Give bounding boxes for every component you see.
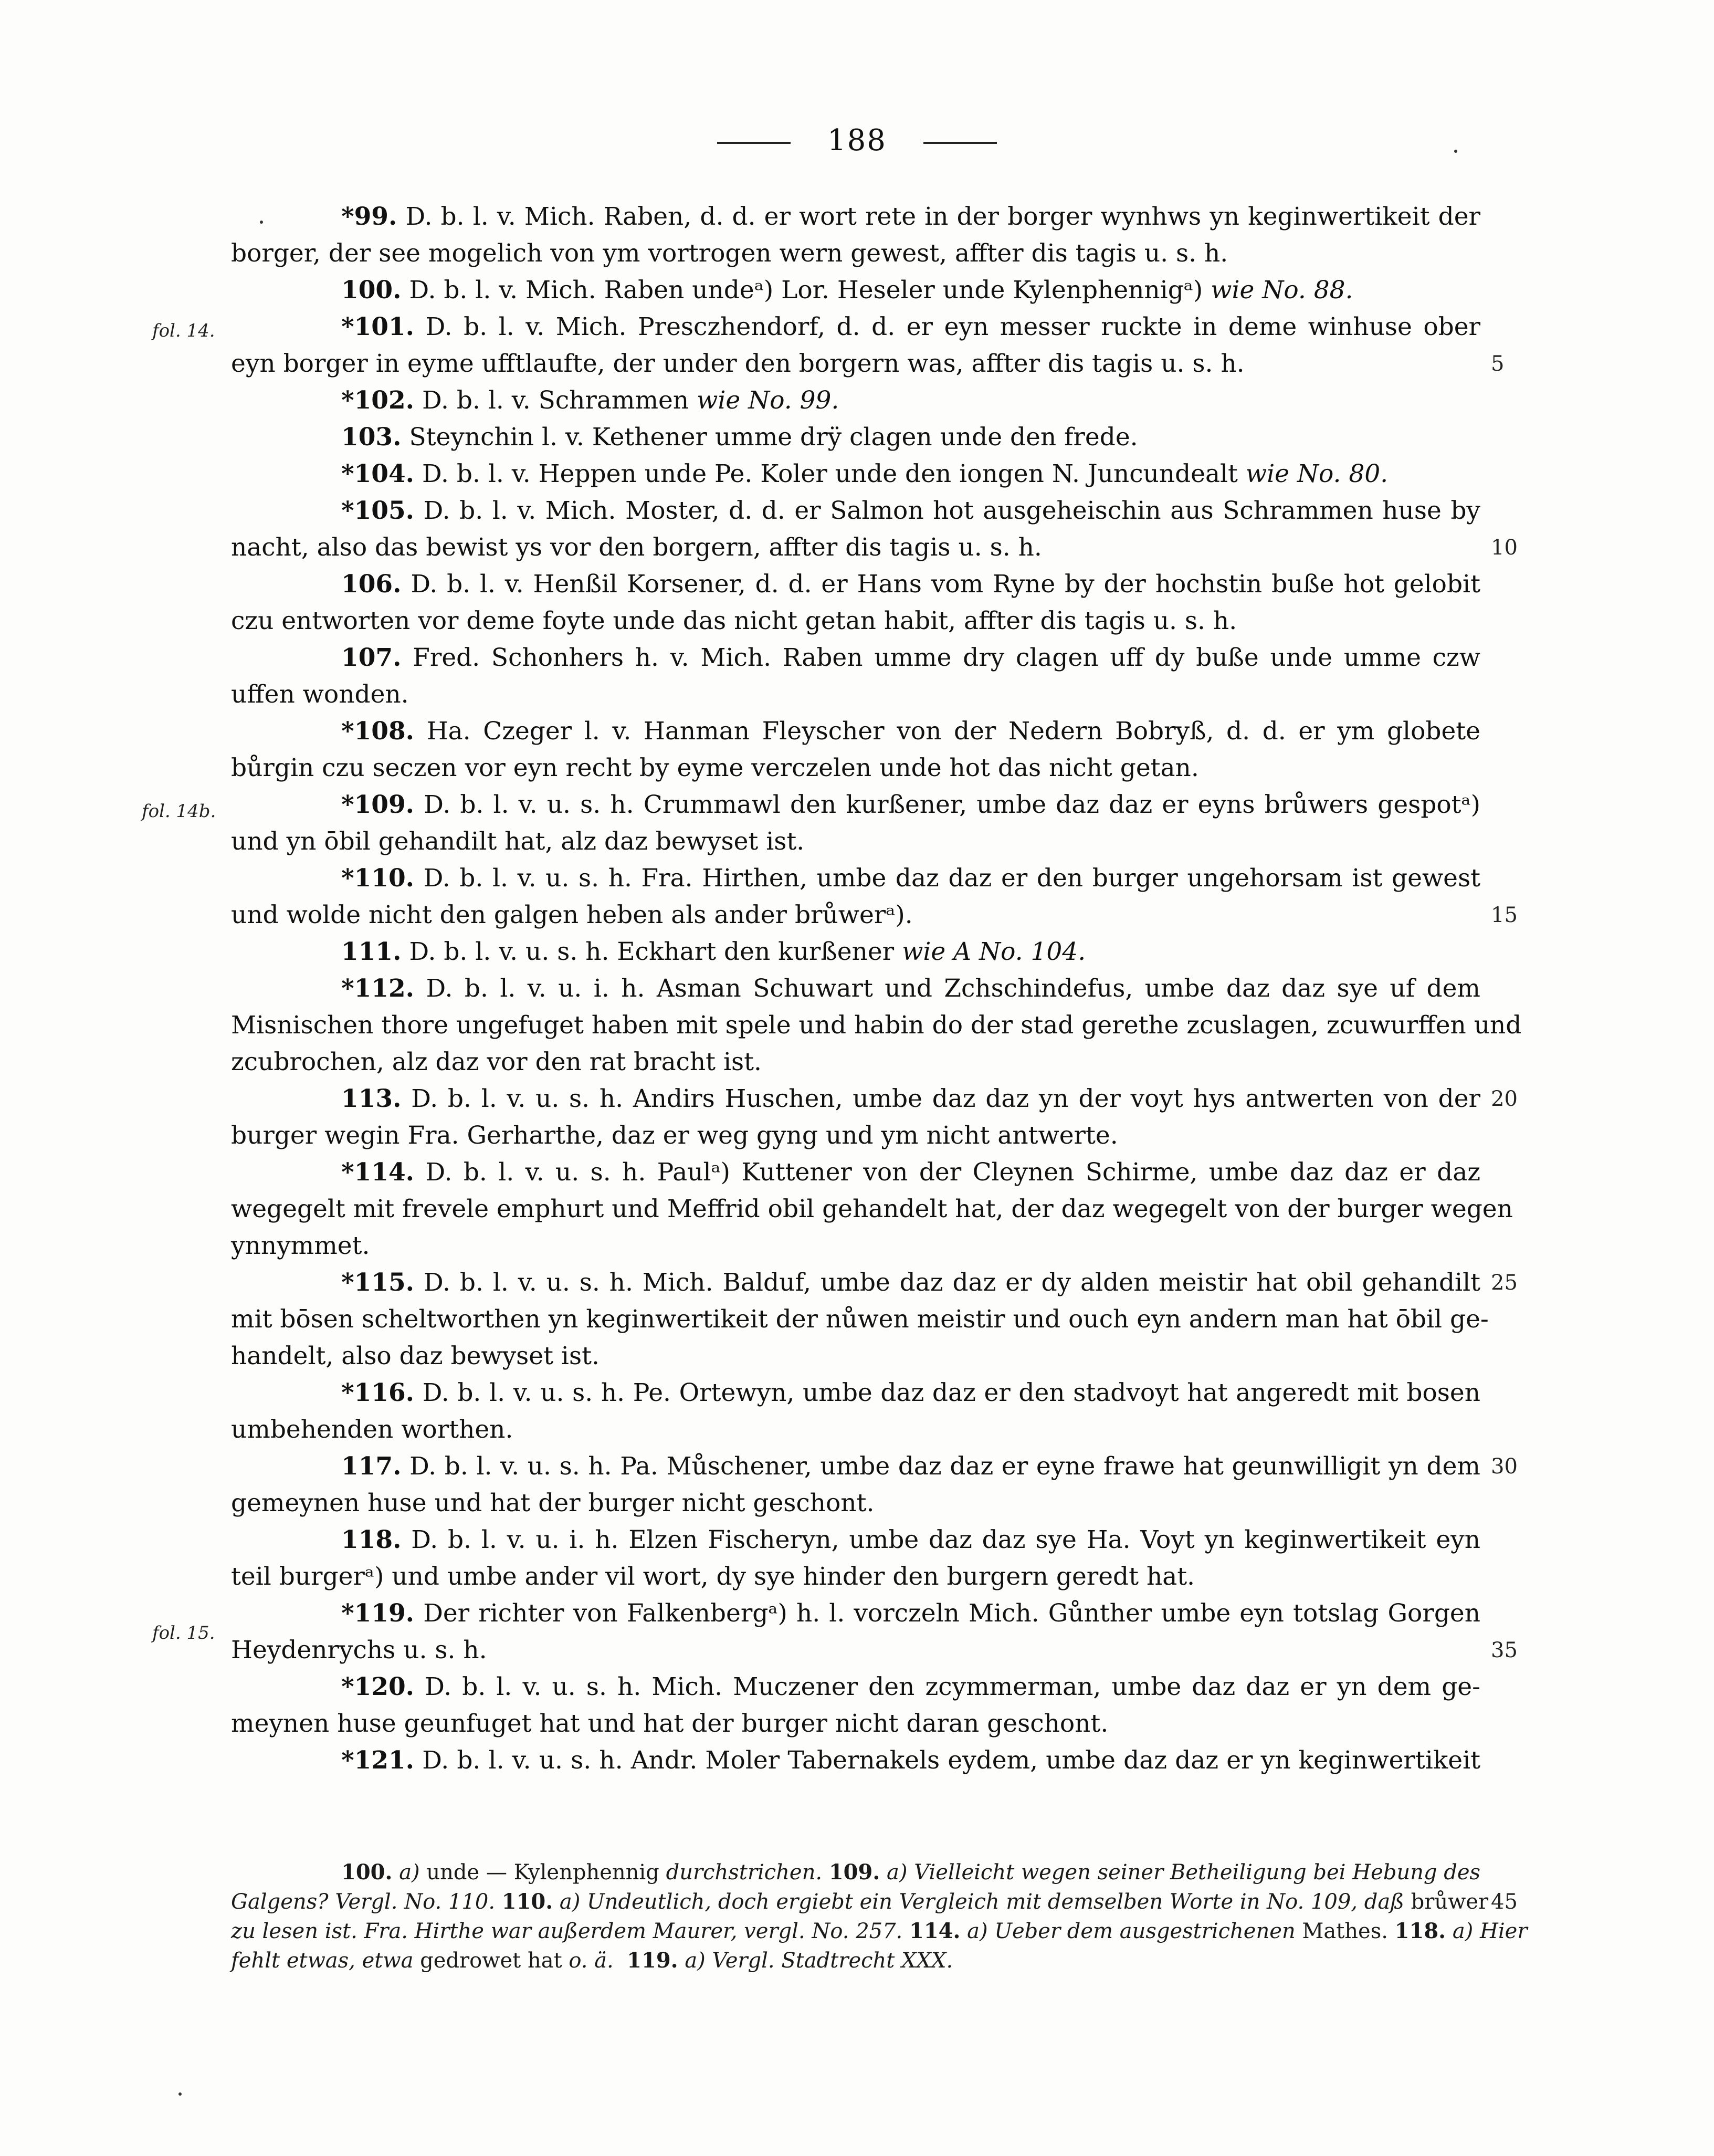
entry-line: 118. D. b. l. v. u. i. h. Elzen Fischeryn, umbe daz daz sye Ha. Voyt yn keginwertikeit eyn: [341, 1525, 1480, 1554]
entry-line: *102. D. b. l. v. Schrammen wie No. 99.: [341, 386, 839, 415]
entry-line: teil burgerᵃ) und umbe ander vil wort, dy sye hinder den burgern geredt hat.: [231, 1562, 1195, 1591]
footnotes: [231, 1858, 1528, 1975]
header-rule-right: [923, 142, 997, 144]
entry-line: 117. D. b. l. v. u. s. h. Pa. Můschener, umbe daz daz er eyne frawe hat geunwilligit yn dem 30: [231, 1448, 1480, 1485]
entry-line: *104. D. b. l. v. Heppen unde Pe. Koler unde den iongen N. Juncundealt wie No. 80.: [341, 459, 1389, 488]
line-number: 30: [1491, 1454, 1518, 1479]
entry-line: *115. D. b. l. v. u. s. h. Mich. Balduf, umbe daz daz er dy alden meistir hat obil gehandilt 25: [231, 1264, 1480, 1301]
margin-note-fol-14: fol. 14.: [152, 320, 215, 341]
entry-line: czu entworten vor deme foyte unde das nicht getan habit, affter dis tagis u. s. h.: [231, 606, 1237, 635]
line-number: 20: [1491, 1087, 1518, 1111]
speck: [260, 221, 263, 224]
entry-line: *120. D. b. l. v. u. s. h. Mich. Muczener den zcymmerman, umbe daz daz er yn dem ge-: [341, 1672, 1480, 1701]
margin-note-fol-14b: fol. 14b.: [142, 801, 216, 822]
line-number: 25: [1491, 1271, 1518, 1295]
entry-line: *121. D. b. l. v. u. s. h. Andr. Moler Tabernakels eydem, umbe daz daz er yn keginwertikeit: [341, 1746, 1480, 1775]
entry-line: *99. D. b. l. v. Mich. Raben, d. d. er wort rete in der borger wynhws yn keginwertikeit der: [341, 202, 1480, 231]
entry-line: *109. D. b. l. v. u. s. h. Crummawl den kurßener, umbe daz daz er eyns brůwers gespotᵃ): [341, 790, 1480, 819]
line-number: 15: [1491, 903, 1518, 927]
entry-line: meynen huse geunfuget hat und hat der burger nicht daran geschont.: [231, 1709, 1109, 1738]
entry-line: bůrgin czu seczen vor eyn recht by eyme verczelen unde hot das nicht getan.: [231, 753, 1199, 782]
entry-line: 106. D. b. l. v. Henßil Korsener, d. d. er Hans vom Ryne by der hochstin buße hot gelobit: [341, 570, 1480, 599]
footnote-line: 100. a) unde — Kylenphennig durchstrichen. 109. a) Vielleicht wegen seiner Betheiligung bei Hebung des: [341, 1860, 1481, 1885]
line-number: 5: [1491, 352, 1505, 376]
line-number: 35: [1491, 1638, 1518, 1662]
entry-line: 113. D. b. l. v. u. s. h. Andirs Huschen, umbe daz daz yn der voyt hys antwerten von der 20: [231, 1081, 1480, 1117]
entry-line: gemeynen huse und hat der burger nicht geschont.: [231, 1489, 875, 1517]
entry-line: *105. D. b. l. v. Mich. Moster, d. d. er Salmon hot ausgeheischin aus Schrammen huse by: [341, 496, 1480, 525]
entry-line: *114. D. b. l. v. u. s. h. Paulᵃ) Kuttener von der Cleynen Schirme, umbe daz daz er daz: [341, 1158, 1480, 1187]
header-rule-left: [717, 142, 791, 144]
speck: [178, 2092, 182, 2096]
entry-line: zcubrochen, alz daz vor den rat bracht ist.: [231, 1048, 762, 1076]
entry-line: umbehenden worthen.: [231, 1415, 513, 1444]
entry-line: *108. Ha. Czeger l. v. Hanman Fleyscher von der Nedern Bobryß, d. d. er ym globete: [341, 717, 1480, 746]
footnote-line: Galgens? Vergl. No. 110. 110. a) Undeutlich, doch ergiebt ein Vergleich mit demselben Worte in No. 109, daß brůwer 45: [231, 1887, 1480, 1917]
entry-line: *112. D. b. l. v. u. i. h. Asman Schuwart und Zchschindefus, umbe daz daz sye uf dem: [341, 974, 1480, 1003]
entry-line: 100. D. b. l. v. Mich. Raben undeᵃ) Lor. Heseler unde Kylenphennigᵃ) wie No. 88.: [341, 276, 1353, 305]
entry-line: Misnischen thore ungefuget haben mit spele und habin do der stad gerethe zcuslagen, zcuwurffen und: [231, 1011, 1522, 1040]
entry-line: eyn borger in eyme ufftlaufte, der under den borgern was, affter dis tagis u. s. h. 5: [231, 346, 1480, 382]
line-number: 45: [1491, 1890, 1518, 1914]
line-number: 10: [1491, 536, 1518, 560]
entry-line: und yn ōbil gehandilt hat, alz daz bewyset ist.: [231, 827, 805, 856]
entry-line: 107. Fred. Schonhers h. v. Mich. Raben umme dry clagen uff dy buße unde umme czw: [341, 643, 1480, 672]
speck: [1454, 150, 1457, 153]
entry-line: *116. D. b. l. v. u. s. h. Pe. Ortewyn, umbe daz daz er den stadvoyt hat angeredt mit bosen: [341, 1378, 1480, 1407]
page-number: 188: [827, 123, 887, 158]
entry-line: mit bōsen scheltworthen yn keginwertikeit der nůwen meistir und ouch eyn andern man hat ōbil ge-: [231, 1305, 1489, 1334]
entry-line: ynnymmet.: [231, 1231, 370, 1260]
margin-note-fol-15: fol. 15.: [152, 1623, 215, 1644]
entries-text: [231, 198, 1522, 1779]
entry-line: uffen wonden.: [231, 680, 409, 709]
footnote-line: fehlt etwas, etwa gedrowet hat o. ä. 119. a) Vergl. Stadtrecht XXX.: [231, 1948, 953, 1973]
entry-line: *119. Der richter von Falkenbergᵃ) h. l. vorczeln Mich. Gůnther umbe eyn totslag Gorgen: [341, 1599, 1480, 1628]
page-header: [0, 123, 1714, 158]
entry-line: *101. D. b. l. v. Mich. Presczhendorf, d. d. er eyn messer ruckte in deme winhuse ober: [341, 312, 1480, 341]
entry-line: und wolde nicht den galgen heben als ander brůwerᵃ). 15: [231, 897, 1480, 934]
entry-line: borger, der see mogelich von ym vortrogen wern gewest, affter dis tagis u. s. h.: [231, 239, 1228, 268]
entry-line: burger wegin Fra. Gerharthe, daz er weg gyng und ym nicht antwerte.: [231, 1121, 1118, 1150]
entry-line: 103. Steynchin l. v. Kethener umme drÿ clagen unde den frede.: [341, 423, 1138, 452]
entry-line: wegegelt mit frevele emphurt und Meffrid obil gehandelt hat, der daz wegegelt von der burger wegen: [231, 1195, 1513, 1223]
entry-line: 111. D. b. l. v. u. s. h. Eckhart den kurßener wie A No. 104.: [341, 937, 1086, 966]
entry-line: *110. D. b. l. v. u. s. h. Fra. Hirthen, umbe daz daz er den burger ungehorsam ist gewest: [341, 864, 1480, 893]
entry-line: handelt, also daz bewyset ist.: [231, 1342, 600, 1370]
footnote-line: zu lesen ist. Fra. Hirthe war außerdem Maurer, vergl. No. 257. 114. a) Ueber dem ausgestrichenen Mathes. 118. a) Hier: [231, 1919, 1528, 1943]
entry-line: nacht, also das bewist ys vor den borgern, affter dis tagis u. s. h. 10: [231, 529, 1480, 566]
entry-line: Heydenrychs u. s. h. 35: [231, 1632, 1480, 1669]
